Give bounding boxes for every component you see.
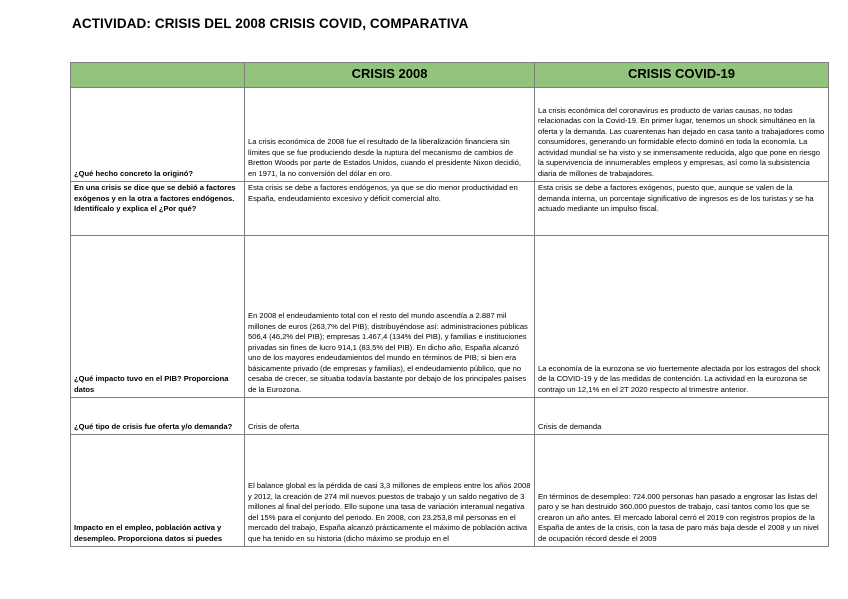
crisis-2008-cell: El balance global es la pérdida de casi 3,3 millones de empleos entre los años 2008 y 2012, la creación de 274 mil nuevos puestos de trabajo y un saldo negativo de 3 millones al final del período. Ello supone una tasa de variación interanual negativa del 15% para el conjunto del periodo. En 2008, con 23.253,8 mil personas en el mercado del trabajo, España alcanzó prácticamente el máximo de población activa que ha tenido en su historia (dicho máximo se produjo en el	[245, 435, 535, 547]
crisis-covid-cell: La crisis económica del coronavirus es producto de varias causas, no todas relacionadas con la Covid-19. En primer lugar, tenemos un shock simultáneo en la oferta y la demanda. Las cuarentenas han dejado en casa tanto a trabajadores como consumidores, generando un formidable efecto dominó en toda la economía. La actividad mundial se ha visto y se inmensamente reducida, algo que pone en riesgo la supervivencia de innumerables empleos y empresas, así como la subsistencia diaria de millones de trabajadores.	[535, 88, 829, 182]
table-row	[71, 236, 829, 398]
crisis-covid-cell: Esta crisis se debe a factores exógenos, puesto que, aunque se valen de la demanda interna, un porcentaje significativo de ingresos es de los turistas y se ha actuado mediante un impulso fiscal.	[535, 182, 829, 236]
question-cell: ¿Qué hecho concreto la originó?	[71, 88, 245, 182]
document-title: ACTIVIDAD: CRISIS DEL 2008 CRISIS COVID, COMPARATIVA	[72, 16, 469, 31]
crisis-covid-cell: La economía de la eurozona se vio fuertemente afectada por los estragos del shock de la COVID-19 y de las medidas de contención. La actividad en la eurozona se contrajo un 12,1% en el 2T 2020 respecto al trimestre anterior.	[535, 236, 829, 398]
crisis-covid-cell: En términos de desempleo: 724.000 personas han pasado a engrosar las listas del paro y se han destruido 360.000 puestos de trabajo, casi tantos como los que se crearon un año antes. El mercado laboral cerró el 2019 con registros propios de la España de antes de la crisis, con la tasa de paro más baja desde el 2008 y un nivel de ocupación récord desde el 2009	[535, 435, 829, 547]
question-cell: En una crisis se dice que se debió a factores exógenos y en la otra a factores endógenos. Identifícalo y explica el ¿Por qué?	[71, 182, 245, 236]
comparison-table	[70, 62, 829, 547]
question-cell: ¿Qué impacto tuvo en el PIB? Proporciona datos	[71, 236, 245, 398]
table-row	[71, 182, 829, 236]
table-row	[71, 88, 829, 182]
table-row	[71, 435, 829, 547]
question-cell: Impacto en el empleo, población activa y desempleo. Proporciona datos si puedes	[71, 435, 245, 547]
table-header-row	[71, 63, 829, 88]
crisis-2008-cell: En 2008 el endeudamiento total con el resto del mundo ascendía a 2.887 mil millones de euros (263,7% del PIB), distribuyéndose así: administraciones públicas 506,4 (46,2% del PIB); empresas 1.467,4 (134% del PIB), y familias e instituciones privadas sin fines de lucro 914,1 (83,5% del PIB). En dicho año, España alcanzó uno de los mayores endeudamientos del mundo en términos de PIB; si bien era básicamente privado (de empresas y familias), el endeudamiento público, que no cesaba de crecer, se situaba todavía bastante por debajo de los principales países de la Eurozona.	[245, 236, 535, 398]
header-crisis-covid: CRISIS COVID-19	[535, 63, 829, 88]
crisis-covid-cell: Crisis de demanda	[535, 398, 829, 435]
crisis-2008-cell: La crisis económica de 2008 fue el resultado de la liberalización financiera sin límites que se fue produciendo desde la ruptura del mecanismo de cambios de Bretton Woods por parte de Estados Unidos, cuando el presidente Nixon decidió, en 1971, la no conversión del dólar en oro.	[245, 88, 535, 182]
header-empty-cell	[71, 63, 245, 88]
question-cell: ¿Qué tipo de crisis fue oferta y/o demanda?	[71, 398, 245, 435]
header-crisis-2008: CRISIS 2008	[245, 63, 535, 88]
crisis-2008-cell: Crisis de oferta	[245, 398, 535, 435]
crisis-2008-cell: Esta crisis se debe a factores endógenos, ya que se dio menor productividad en España, endeudamiento excesivo y déficit comercial alto.	[245, 182, 535, 236]
table-row	[71, 398, 829, 435]
